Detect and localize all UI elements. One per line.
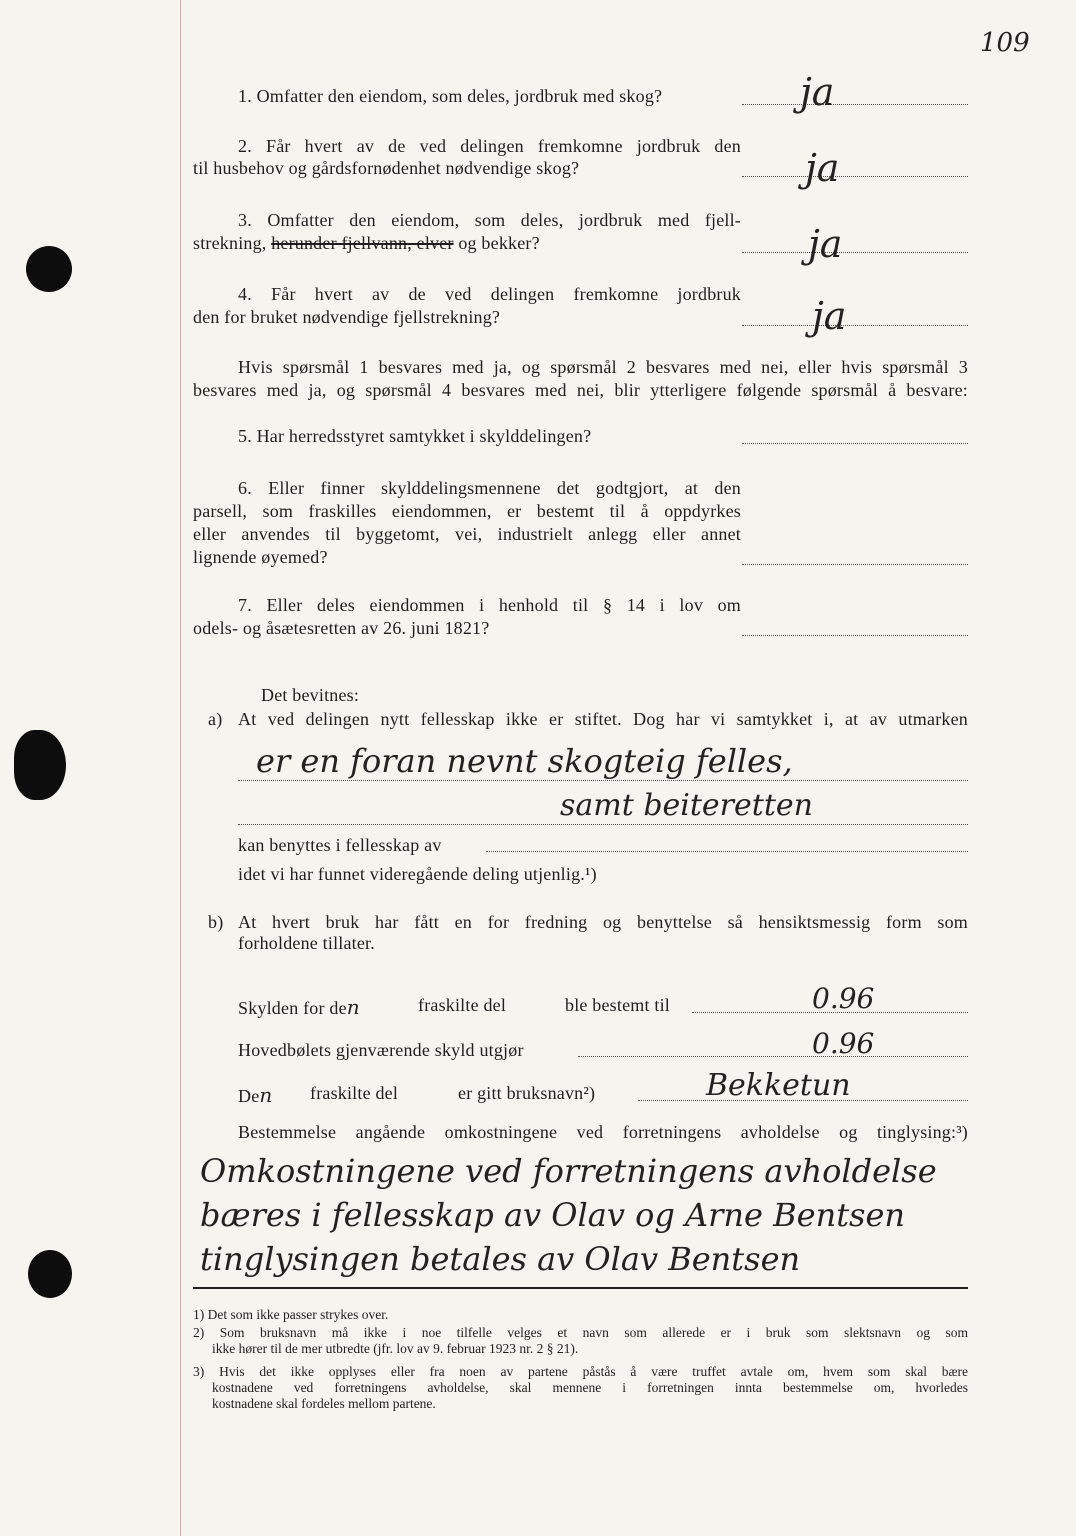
item-a-label: a) (208, 709, 223, 729)
costs-handwriting-3: tinglysingen betales av Olav Bentsen (200, 1240, 801, 1278)
costs-handwriting-1: Omkostningene ved forretningens avholdelse (200, 1152, 937, 1190)
answer-line-6 (742, 564, 968, 565)
skyld-row-1-a: Skylden for den (238, 995, 360, 1019)
answer-line-2 (742, 176, 968, 177)
answer-2: ja (805, 146, 840, 190)
footnote-1: 1) Det som ikke passer strykes over. (193, 1307, 389, 1322)
question-2-line-2: til husbehov og gårdsfornødenhet nødvendige skog? (193, 158, 580, 178)
skyld-row-1-c: ble bestemt til (565, 995, 670, 1015)
costs-bottom-rule (193, 1287, 968, 1289)
skyld-row-2-line (578, 1056, 968, 1057)
question-4-line-2: den for bruket nødvendige fjellstrekning? (193, 307, 501, 327)
margin-rule (180, 0, 181, 1536)
item-a-line-1 (238, 780, 968, 781)
question-5: 5. Har herredsstyret samtykket i skylddelingen? (238, 426, 592, 446)
question-7-line-2: odels- og åsætesretten av 26. juni 1821? (193, 618, 490, 638)
footnote-2: 2) Som bruksnavn må ikke i noe tilfelle velges et navn som allerede er i bruk som slektsnavn og som ikke hører til de mer utbredte (jfr. lov av 9. februar 1923 nr. 2 § 21). (193, 1325, 969, 1356)
costs-handwriting-2: bæres i fellesskap av Olav og Arne Bentsen (200, 1196, 906, 1234)
skyld-row-2-label: Hovedbølets gjenværende skyld utgjør (238, 1040, 524, 1060)
question-6-line-1: 6. Eller finner skylddelingsmennene det godtgjort, at den (238, 478, 741, 498)
bruksnavn-value: Bekketun (706, 1068, 851, 1103)
costs-heading: Bestemmelse angående omkostningene ved forretningens avholdelse og tinglysing:³) (238, 1122, 968, 1142)
item-a-line-2 (238, 824, 968, 825)
struck-text: herunder fjellvann, elver (271, 233, 454, 253)
conditional-line-2: besvares med ja, og spørsmål 4 besvares med nei, blir ytterligere følgende spørsmål å besvare: (193, 380, 968, 400)
item-b-line-2: forholdene tillater. (238, 933, 375, 953)
question-6-line-4: lignende øyemed? (193, 547, 328, 567)
item-a-text: At ved delingen nytt fellesskap ikke er stiftet. Dog har vi samtykket i, at av utmarken (238, 709, 968, 729)
skyld-value-1: 0.96 (812, 982, 875, 1015)
item-a-handwriting-2: samt beiteretten (560, 788, 813, 823)
question-7-line-1: 7. Eller deles eiendommen i henhold til § 14 i lov om (238, 595, 741, 615)
answer-line-1 (742, 104, 968, 105)
page-number: 109 (980, 28, 1030, 58)
punch-hole-bottom (28, 1250, 72, 1298)
answer-4: ja (812, 294, 847, 338)
item-b-label: b) (208, 912, 224, 932)
answer-line-5 (742, 443, 968, 444)
conditional-line-1: Hvis spørsmål 1 besvares med ja, og spørsmål 2 besvares med nei, eller hvis spørsmål 3 (238, 357, 968, 377)
punch-hole-middle (14, 730, 66, 800)
answer-1: ja (800, 70, 835, 114)
item-a-line-4: idet vi har funnet videregående deling utjenlig.¹) (238, 864, 597, 884)
question-3-line-1: 3. Omfatter den eiendom, som deles, jordbruk med fjell- (238, 210, 741, 230)
answer-line-3 (742, 252, 968, 253)
answer-line-4 (742, 325, 968, 326)
question-3-line-2: strekning, herunder fjellvann, elver og bekker? (193, 233, 540, 253)
skyld-row-1-b: fraskilte del (418, 995, 507, 1015)
skyld-row-3-c: er gitt bruksnavn²) (458, 1083, 596, 1103)
item-a-line-3-dots (486, 851, 968, 852)
skyld-row-3-a: Den (238, 1083, 273, 1107)
question-6-line-2: parsell, som fraskilles eiendommen, er bestemt til å oppdyrkes (193, 501, 741, 521)
skyld-value-2: 0.96 (812, 1027, 875, 1060)
certify-heading: Det bevitnes: (261, 685, 360, 705)
punch-hole-top (26, 246, 72, 292)
footnote-3: 3) Hvis det ikke opplyses eller fra noen av partene påstås å være truffet avtale om, hvem som skal bære kostnadene ved forretningens avholdelse, skal mennene i forretningen innta bestemmelse om, hvorledes kostnadene skal fordeles mellom partene. (193, 1364, 969, 1411)
item-a-line-3: kan benyttes i fellesskap av (238, 835, 442, 855)
question-2-line-1: 2. Får hvert av de ved delingen fremkomne jordbruk den (238, 136, 742, 156)
question-6-line-3: eller anvendes til byggetomt, vei, industrielt anlegg eller annet (193, 524, 741, 544)
question-1: 1. Omfatter den eiendom, som deles, jordbruk med skog? (238, 86, 663, 106)
question-4-line-1: 4. Får hvert av de ved delingen fremkomne jordbruk (238, 284, 741, 304)
item-a-handwriting-1: er en foran nevnt skogteig felles, (256, 742, 793, 780)
answer-3: ja (808, 222, 843, 266)
answer-line-7 (742, 635, 968, 636)
item-b-line-1: At hvert bruk har fått en for fredning og benyttelse så hensiktsmessig form som (238, 912, 968, 932)
skyld-row-3-b: fraskilte del (310, 1083, 399, 1103)
